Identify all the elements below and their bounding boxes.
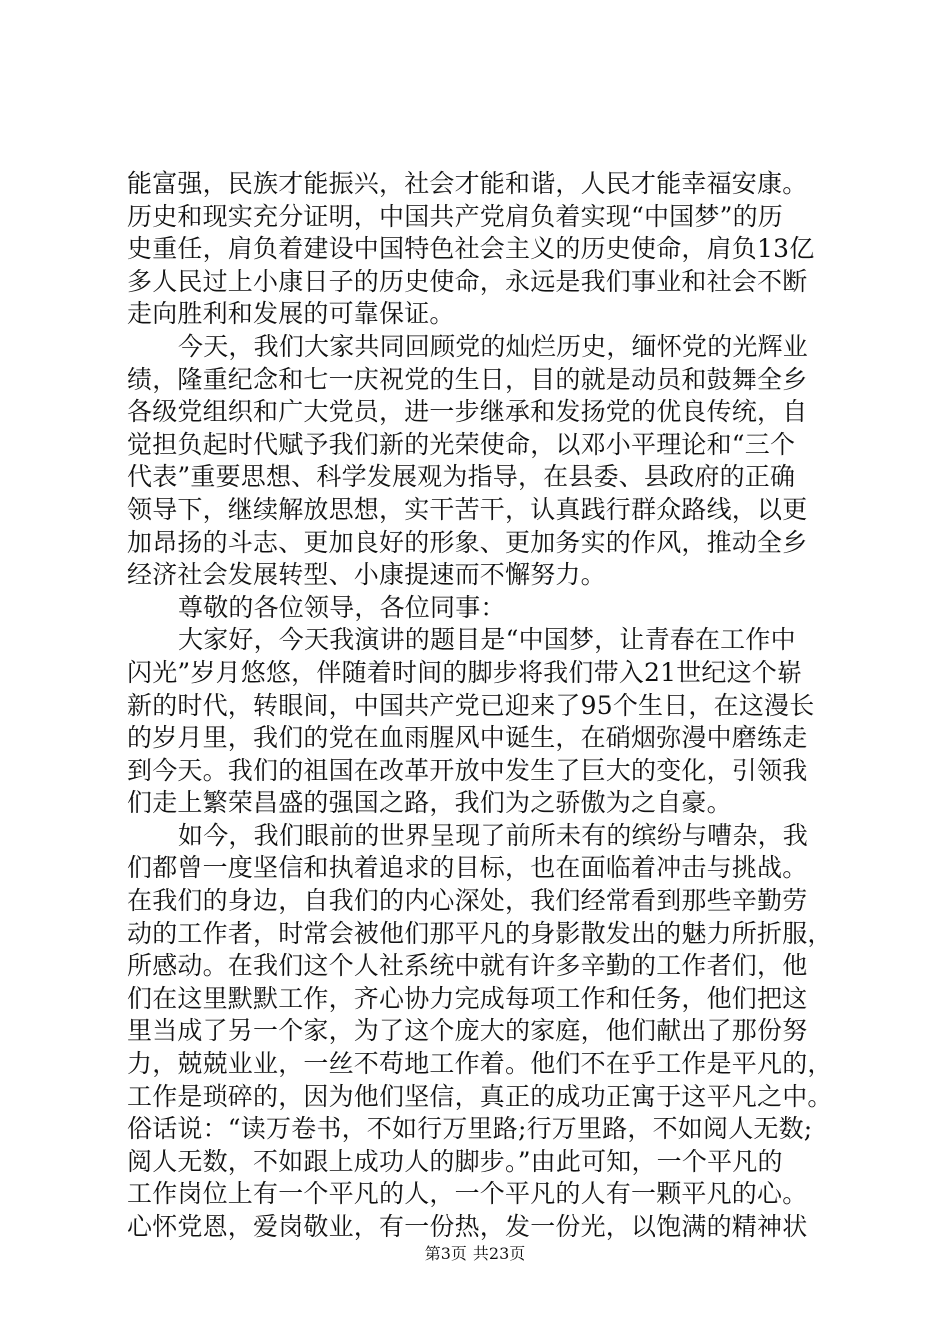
text-line: 史重任，肩负着建设中国特色社会主义的历史使命，肩负13亿 bbox=[127, 234, 815, 264]
text-line: 阅人无数，不如跟上成功人的脚步。”由此可知，一个平凡的 bbox=[127, 1146, 783, 1176]
text-line: 俗话说：“读万卷书，不如行万里路;行万里路，不如阅人无数; bbox=[127, 1114, 813, 1144]
text-line: 们在这里默默工作，齐心协力完成每项工作和任务，他们把这 bbox=[127, 983, 808, 1013]
page-number: 第3页 bbox=[424, 1244, 467, 1263]
text-line: 闪光”岁月悠悠，伴随着时间的脚步将我们带入21世纪这个崭 bbox=[127, 657, 803, 687]
text-line: 们都曾一度坚信和执着追求的目标，也在面临着冲击与挑战。 bbox=[127, 853, 808, 883]
text-line: 走向胜利和发展的可靠保证。 bbox=[127, 299, 455, 329]
paragraph-first-line: 今天，我们大家共同回顾党的灿烂历史，缅怀党的光辉业 bbox=[178, 331, 809, 361]
text-line: 动的工作者，时常会被他们那平凡的身影散发出的魅力所折服， bbox=[127, 918, 833, 948]
salutation-line: 尊敬的各位领导，各位同事： bbox=[178, 592, 506, 622]
text-line: 加昂扬的斗志、更加良好的形象、更加务实的作风，推动全乡 bbox=[127, 527, 808, 557]
text-line: 各级党组织和广大党员，进一步继承和发扬党的优良传统，自 bbox=[127, 397, 808, 427]
text-line: 在我们的身边，自我们的内心深处，我们经常看到那些辛勤劳 bbox=[127, 886, 808, 916]
text-line: 代表”重要思想、科学发展观为指导，在县委、县政府的正确 bbox=[127, 462, 796, 492]
text-line: 能富强，民族才能振兴，社会才能和谐，人民才能幸福安康。 bbox=[127, 169, 808, 198]
paragraph-first-line: 大家好，今天我演讲的题目是“中国梦，让青春在工作中 bbox=[178, 625, 796, 655]
text-line: 经济社会发展转型、小康提速而不懈努力。 bbox=[127, 560, 606, 590]
text-line: 到今天。我们的祖国在改革开放中发生了巨大的变化，引领我 bbox=[127, 755, 808, 785]
text-line: 觉担负起时代赋予我们新的光荣使命，以邓小平理论和“三个 bbox=[127, 429, 796, 459]
text-line: 绩，隆重纪念和七一庆祝党的生日，目的就是动员和鼓舞全乡 bbox=[127, 364, 808, 394]
page-footer bbox=[0, 1244, 950, 1264]
paragraph-first-line: 如今，我们眼前的世界呈现了前所未有的缤纷与嘈杂，我 bbox=[178, 820, 809, 850]
text-line: 里当成了另一个家，为了这个庞大的家庭，他们献出了那份努 bbox=[127, 1016, 808, 1046]
text-line: 多人民过上小康日子的历史使命，永远是我们事业和社会不断 bbox=[127, 266, 808, 296]
text-line: 心怀党恩，爱岗敬业，有一份热，发一份光，以饱满的精神状 bbox=[127, 1212, 808, 1241]
text-line: 历史和现实充分证明，中国共产党肩负着实现“中国梦”的历 bbox=[127, 201, 783, 231]
text-line: 领导下，继续解放思想，实干苦干，认真践行群众路线，以更 bbox=[127, 494, 808, 524]
text-line: 力，兢兢业业，一丝不苟地工作着。他们不在乎工作是平凡的， bbox=[127, 1049, 833, 1079]
text-line: 新的时代，转眼间，中国共产党已迎来了95个生日，在这漫长 bbox=[127, 690, 815, 720]
text-line: 工作岗位上有一个平凡的人，一个平凡的人有一颗平凡的心。 bbox=[127, 1179, 808, 1209]
document-body bbox=[127, 168, 842, 1244]
text-line: 们走上繁荣昌盛的强国之路，我们为之骄傲为之自豪。 bbox=[127, 788, 732, 818]
text-line: 所感动。在我们这个人社系统中就有许多辛勤的工作者们，他 bbox=[127, 951, 808, 981]
text-line: 工作是琐碎的，因为他们坚信，真正的成功正寓于这平凡之中。 bbox=[127, 1081, 833, 1111]
text-line: 的岁月里，我们的党在血雨腥风中诞生，在硝烟弥漫中磨练走 bbox=[127, 723, 808, 753]
page-total: 共23页 bbox=[472, 1244, 526, 1263]
